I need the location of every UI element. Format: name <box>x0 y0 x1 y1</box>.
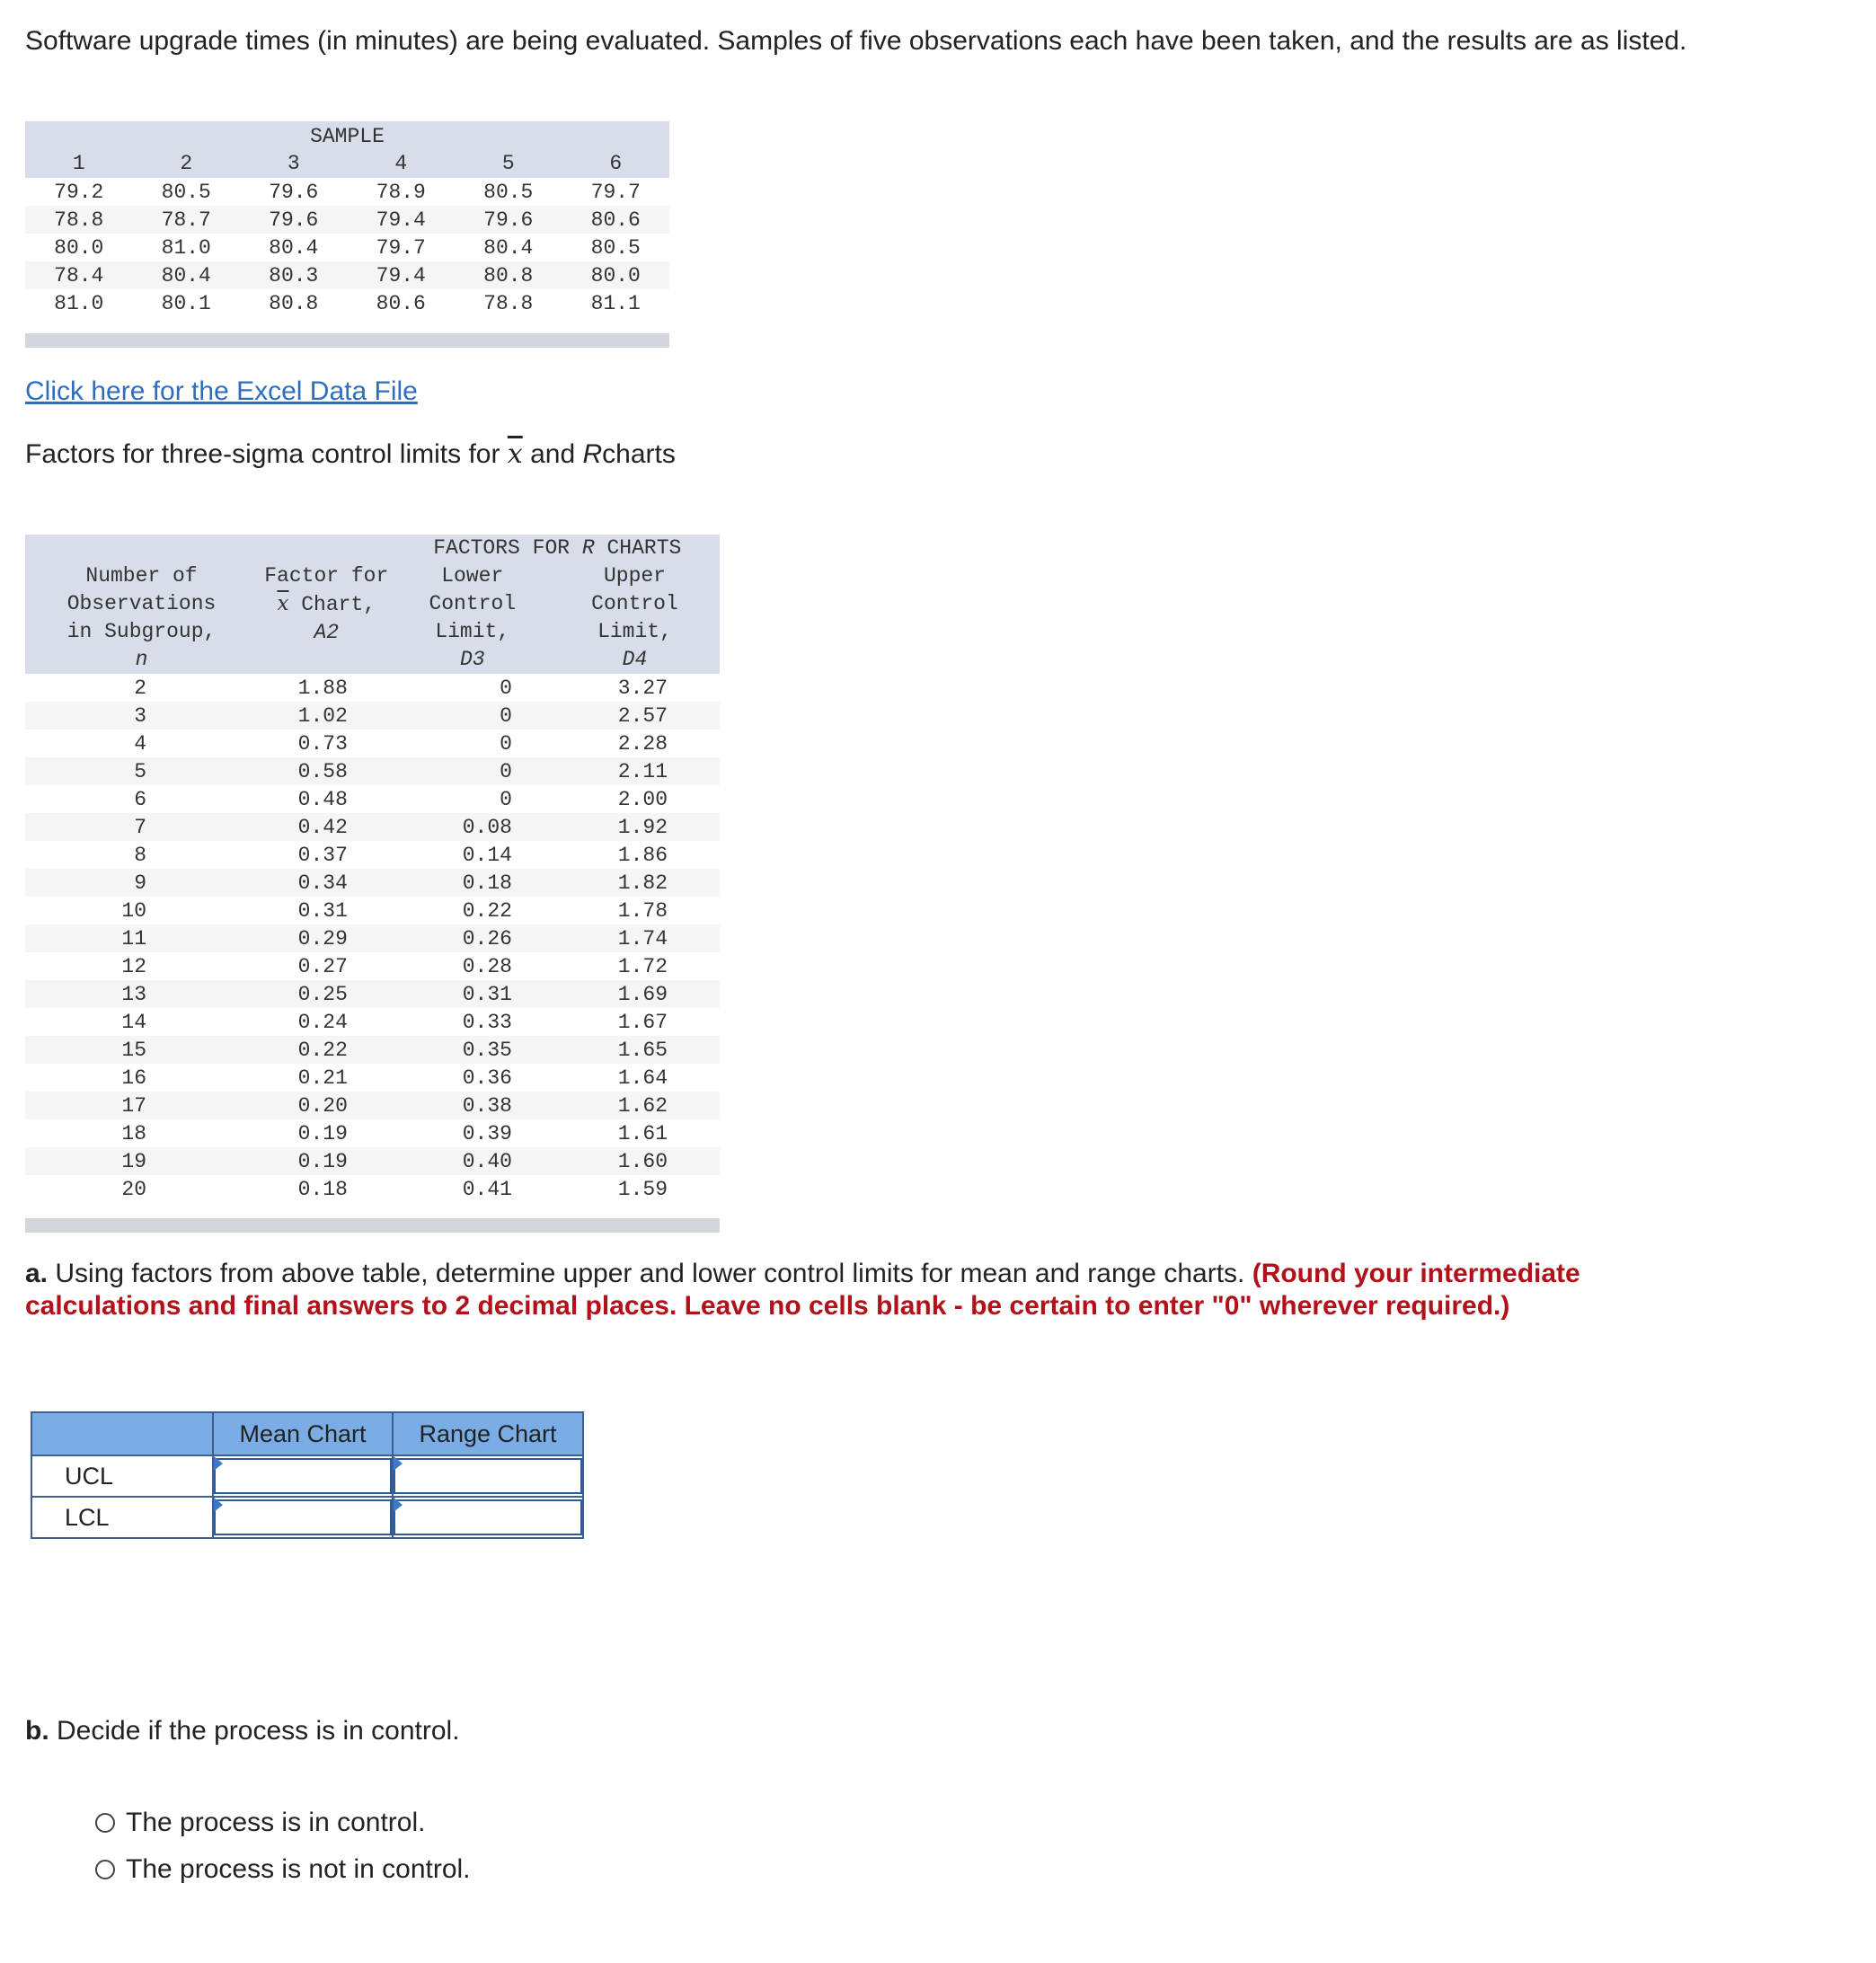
table-cell: 78.9 <box>376 180 426 204</box>
table-cell: 80.0 <box>54 235 104 260</box>
table-cell: 0 <box>500 703 512 728</box>
ucl-mean-input[interactable] <box>214 1458 392 1494</box>
table-cell: 12 <box>121 954 147 978</box>
control-limits-answer-grid <box>31 1411 584 1539</box>
table-cell: 79.2 <box>54 180 104 204</box>
sample-caption: SAMPLE <box>310 125 385 148</box>
column-header: 6 <box>609 151 623 175</box>
column-header: 4 <box>394 151 408 175</box>
table-row <box>25 234 669 261</box>
table-cell: 1.74 <box>617 926 668 951</box>
table-cell: 78.8 <box>483 291 534 315</box>
table-cell: 2.57 <box>617 703 668 728</box>
table-cell: 13 <box>121 982 147 1006</box>
header-n: Number of Observations in Subgroup, n <box>66 564 217 671</box>
corner-header <box>31 1412 213 1455</box>
table-cell: 80.3 <box>269 263 319 287</box>
table-cell: 0.33 <box>462 1010 512 1034</box>
table-cell: 3 <box>134 703 147 728</box>
table-cell: 0.73 <box>297 731 348 756</box>
table-row <box>25 289 669 317</box>
table-cell: 0.21 <box>297 1066 348 1090</box>
table-cell: 0.08 <box>462 815 512 839</box>
lcl-label: LCL <box>31 1497 213 1538</box>
table-cell: 79.7 <box>590 180 641 204</box>
table-cell: 0.19 <box>297 1121 348 1145</box>
table-cell: 0.48 <box>297 787 348 811</box>
control-limit-factors-table <box>25 535 720 1233</box>
table-cell: 0.58 <box>297 759 348 783</box>
table-cell: 81.0 <box>161 235 211 260</box>
table-cell: 79.7 <box>376 235 426 260</box>
ucl-label: UCL <box>31 1455 213 1497</box>
x-bar-symbol: $\overline{x}$ <box>507 438 523 470</box>
table-cell: 0.39 <box>462 1121 512 1145</box>
table-row <box>25 178 669 206</box>
table-cell: 1.67 <box>617 1010 668 1034</box>
mean-chart-header: Mean Chart <box>213 1412 393 1455</box>
table-cell: 0.22 <box>462 898 512 923</box>
sample-column-headers <box>25 148 669 178</box>
column-header: 5 <box>501 151 515 175</box>
table-cell: 8 <box>134 843 147 867</box>
table-cell: 1.02 <box>297 703 348 728</box>
table-cell: 11 <box>121 926 147 951</box>
table-row <box>25 897 720 924</box>
table-cell: 80.5 <box>483 180 534 204</box>
column-header: 2 <box>180 151 193 175</box>
table-row <box>25 206 669 234</box>
column-header: 1 <box>72 151 85 175</box>
table-row <box>25 869 720 897</box>
table-cell: 0.41 <box>462 1177 512 1201</box>
table-row <box>25 1008 720 1036</box>
table-cell: 0.20 <box>297 1093 348 1118</box>
table-cell: 19 <box>121 1149 147 1173</box>
table-cell: 81.0 <box>54 291 104 315</box>
table-cell: 80.4 <box>161 263 211 287</box>
table-cell: 1.62 <box>617 1093 668 1118</box>
table-cell: 0.31 <box>297 898 348 923</box>
header-a2: Factor for $\overline{x}$ Chart, A2 <box>264 563 389 644</box>
table-cell: 1.64 <box>617 1066 668 1090</box>
excel-data-file-link[interactable]: Click here for the Excel Data File <box>25 376 418 406</box>
table-cell: 1.72 <box>617 954 668 978</box>
table-cell: 0.24 <box>297 1010 348 1034</box>
table-cell: 0.26 <box>462 926 512 951</box>
option-not-in-control[interactable]: The process is not in control. <box>95 1853 471 1886</box>
table-row <box>25 980 720 1008</box>
table-cell: 20 <box>121 1177 147 1201</box>
table-cell: 14 <box>121 1010 147 1034</box>
table-cell: 9 <box>134 871 147 895</box>
lcl-range-input[interactable] <box>394 1499 582 1535</box>
table-cell: 0.19 <box>297 1149 348 1173</box>
table-cell: 1.78 <box>617 898 668 923</box>
table-cell: 4 <box>134 731 147 756</box>
table-cell: 0 <box>500 787 512 811</box>
table-cell: 0.29 <box>297 926 348 951</box>
table-cell: 0.34 <box>297 871 348 895</box>
table-cell: 17 <box>121 1093 147 1118</box>
table-cell: 0.31 <box>462 982 512 1006</box>
table-cell: 5 <box>134 759 147 783</box>
table-row <box>25 729 720 757</box>
table-cell: 0 <box>500 759 512 783</box>
table-cell: 80.6 <box>376 291 426 315</box>
table-row <box>25 1119 720 1147</box>
table-cell: 0.36 <box>462 1066 512 1090</box>
table-cell: 79.4 <box>376 208 426 232</box>
table-row <box>25 952 720 980</box>
table-cell: 3.27 <box>617 676 668 700</box>
column-header: 3 <box>287 151 300 175</box>
table-row <box>25 1064 720 1092</box>
table-cell: 1.82 <box>617 871 668 895</box>
table-cell: 80.5 <box>161 180 211 204</box>
table-cell: 79.6 <box>269 180 319 204</box>
table-cell: 0.27 <box>297 954 348 978</box>
table-cell: 2.11 <box>617 759 668 783</box>
table-row <box>25 261 669 289</box>
table-cell: 0.18 <box>297 1177 348 1201</box>
table-cell: 0.28 <box>462 954 512 978</box>
table-cell: 0.14 <box>462 843 512 867</box>
table-cell: 0 <box>500 676 512 700</box>
table-cell: 0.22 <box>297 1038 348 1062</box>
table-cell: 78.8 <box>54 208 104 232</box>
table-cell: 1.86 <box>617 843 668 867</box>
cell-flag-icon <box>394 1498 403 1512</box>
table-cell: 80.8 <box>269 291 319 315</box>
table-cell: 78.7 <box>161 208 211 232</box>
table-cell: 81.1 <box>590 291 641 315</box>
x-bar-symbol: $\overline{x}$ <box>277 591 289 615</box>
sample-table <box>25 121 669 348</box>
table-cell: 0.40 <box>462 1149 512 1173</box>
table-cell: 0.38 <box>462 1093 512 1118</box>
table-row <box>25 1092 720 1119</box>
header-d3: Lower Control Limit, D3 <box>429 564 517 671</box>
intro-text: Software upgrade times (in minutes) are being evaluated. Samples of five observations each have been taken, and the results are as listed. <box>25 26 1687 56</box>
table-row <box>25 757 720 785</box>
table-row <box>25 702 720 729</box>
table-cell: 2.28 <box>617 731 668 756</box>
table-cell: 78.4 <box>54 263 104 287</box>
table-cell: 7 <box>134 815 147 839</box>
table-cell: 2 <box>134 676 147 700</box>
table-cell: 80.4 <box>269 235 319 260</box>
table-cell: 1.61 <box>617 1121 668 1145</box>
table-row <box>25 813 720 841</box>
header-d4: Upper Control Limit, D4 <box>591 564 678 671</box>
table-row <box>25 1147 720 1175</box>
table-cell: 1.88 <box>297 676 348 700</box>
ucl-range-input[interactable] <box>394 1458 582 1494</box>
header-r-group: FACTORS FOR R CHARTS <box>433 536 682 560</box>
table-cell: 0.35 <box>462 1038 512 1062</box>
table-cell: 1.69 <box>617 982 668 1006</box>
table-cell: 1.92 <box>617 815 668 839</box>
table-cell: 0.37 <box>297 843 348 867</box>
option-in-control[interactable]: The process is in control. <box>95 1807 425 1839</box>
table-cell: 80.0 <box>590 263 641 287</box>
table-cell: 15 <box>121 1038 147 1062</box>
table-row <box>25 1036 720 1064</box>
table-cell: 16 <box>121 1066 147 1090</box>
table-cell: 80.6 <box>590 208 641 232</box>
table-cell: 0.25 <box>297 982 348 1006</box>
range-chart-header: Range Chart <box>393 1412 583 1455</box>
table-cell: 18 <box>121 1121 147 1145</box>
cell-flag-icon <box>214 1456 223 1471</box>
lcl-mean-input[interactable] <box>214 1499 392 1535</box>
radio-button-icon[interactable] <box>95 1860 115 1879</box>
table-cell: 80.1 <box>161 291 211 315</box>
table-row <box>25 785 720 813</box>
table-row <box>25 1175 720 1203</box>
part-b-prompt: b. Decide if the process is in control. <box>25 1716 460 1746</box>
table-cell: 79.6 <box>483 208 534 232</box>
table-cell: 79.4 <box>376 263 426 287</box>
radio-button-icon[interactable] <box>95 1813 115 1833</box>
table-cell: 0.42 <box>297 815 348 839</box>
table-cell: 80.8 <box>483 263 534 287</box>
table-row <box>25 674 720 702</box>
table-cell: 6 <box>134 787 147 811</box>
table-cell: 1.60 <box>617 1149 668 1173</box>
part-a-prompt: a. Using factors from above table, determine upper and lower control limits for mean and range charts. (Round your intermediate calculations and final answers to 2 decimal places. Leave no cells blank - be certain to enter "0" wherever required.) <box>25 1259 1580 1321</box>
cell-flag-icon <box>214 1498 223 1512</box>
table-cell: 80.5 <box>590 235 641 260</box>
table-cell: 80.4 <box>483 235 534 260</box>
table-cell: 0 <box>500 731 512 756</box>
table-row <box>25 924 720 952</box>
cell-flag-icon <box>394 1456 403 1471</box>
table-row <box>25 841 720 869</box>
factors-caption: Factors for three-sigma control limits for $\overline{x}$ and Rcharts <box>25 438 676 470</box>
table-cell: 0.18 <box>462 871 512 895</box>
table-cell: 1.65 <box>617 1038 668 1062</box>
table-cell: 79.6 <box>269 208 319 232</box>
table-cell: 1.59 <box>617 1177 668 1201</box>
table-cell: 2.00 <box>617 787 668 811</box>
table-cell: 10 <box>121 898 147 923</box>
